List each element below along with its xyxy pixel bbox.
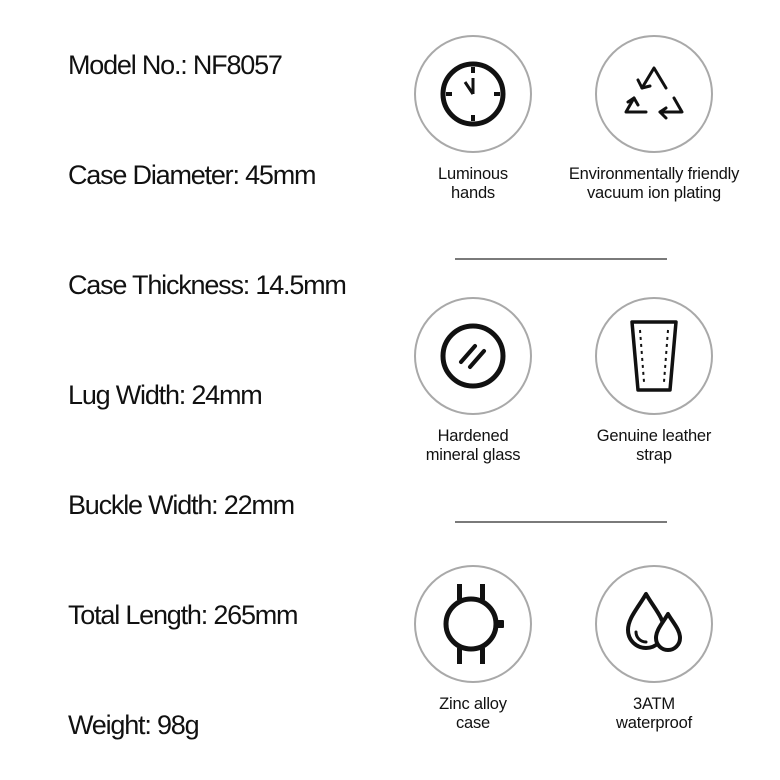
- feature-icon-circle: [414, 565, 532, 683]
- feature-icon-circle: [595, 565, 713, 683]
- watch-case-icon: [437, 582, 509, 666]
- feature-label: Hardened mineral glass: [425, 427, 521, 464]
- clock-icon: [437, 58, 509, 130]
- feature-icon-circle: [414, 35, 532, 153]
- divider: [455, 521, 667, 523]
- feature-mineral-glass: [368, 297, 578, 465]
- feature-icon-circle: [595, 297, 713, 415]
- feature-luminous-hands: [368, 35, 578, 203]
- feature-label: Genuine leather strap: [596, 427, 712, 464]
- spec-buckle-width: Buckle Width: 22mm: [68, 490, 294, 520]
- feature-label: Environmentally friendly vacuum ion plating: [568, 165, 740, 202]
- feature-label: Luminous hands: [438, 165, 508, 202]
- feature-zinc-alloy-case: [368, 565, 578, 733]
- spec-model-number: Model No.: NF8057: [68, 50, 282, 80]
- leather-strap-icon: [624, 316, 684, 396]
- feature-leather-strap: [549, 297, 759, 465]
- feature-label: Zinc alloy case: [439, 695, 507, 732]
- spec-weight: Weight: 98g: [68, 710, 199, 740]
- feature-icon-circle: [595, 35, 713, 153]
- feature-waterproof: [549, 565, 759, 733]
- glass-icon: [437, 320, 509, 392]
- spec-case-thickness: Case Thickness: 14.5mm: [68, 270, 346, 300]
- spec-total-length: Total Length: 265mm: [68, 600, 298, 630]
- divider: [455, 258, 667, 260]
- feature-label: 3ATM waterproof: [616, 695, 692, 732]
- feature-eco-plating: [549, 35, 759, 203]
- spec-case-diameter: Case Diameter: 45mm: [68, 160, 316, 190]
- feature-icon-circle: [414, 297, 532, 415]
- water-drops-icon: [618, 588, 690, 660]
- spec-lug-width: Lug Width: 24mm: [68, 380, 262, 410]
- recycle-icon: [616, 58, 692, 130]
